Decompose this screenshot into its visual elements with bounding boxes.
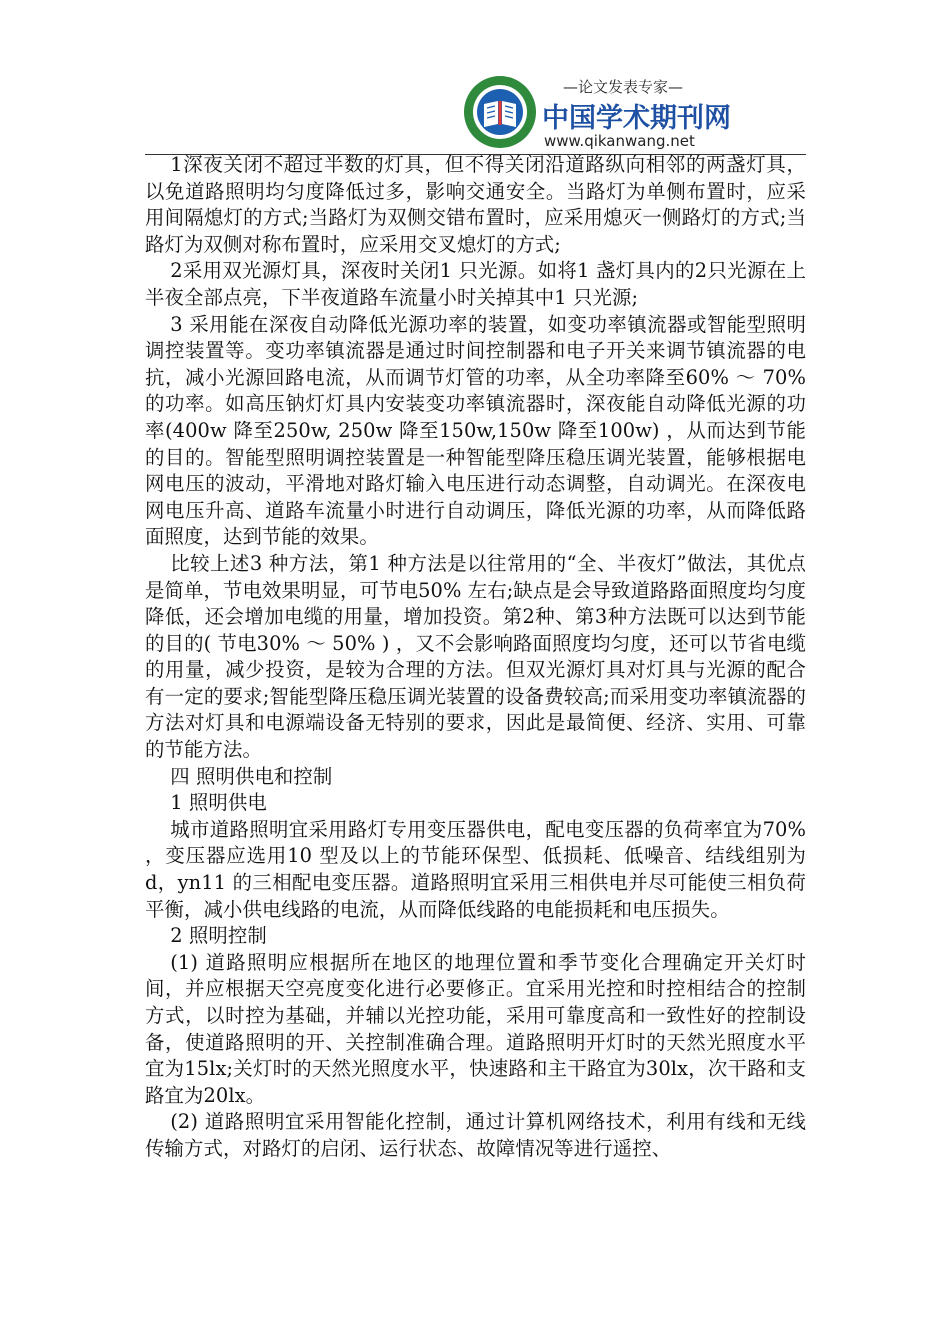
subheading-lighting-control: 2 照明控制 <box>170 924 267 948</box>
section-heading-power-control: 四 照明供电和控制 <box>170 764 333 788</box>
publisher-brand: 中国学术期刊网 <box>542 103 731 134</box>
book-seal-icon <box>462 74 538 150</box>
paragraph-comparison: 比较上述3 种方法，第1 种方法是以往常用的“全、半夜灯”做法，其优点是简单，节电效果明显，可节电50% 左右;缺点是会导致道路路面照度均匀度降低，还会增加电缆的用量，增加投资。第2种、第3种方法既可以达到节能的目的( 节电30% ～ 50% ) ，又不会影响路面照度均匀度，还可以节省电缆的用量，减少投资，是较为合理的方法。但双光源灯具对灯具与光源的配合有一定的要求;智能型降压稳压调光装置的设备费较高;而采用变功率镇流器的方法对灯具和电源端设备无特别的要求，因此是最简便、经济、实用、可靠的节能方法。 <box>145 551 806 762</box>
publisher-tagline: —论文发表专家— <box>562 78 683 96</box>
paragraph-method-3: 3 采用能在深夜自动降低光源功率的装置，如变功率镇流器或智能型照明调控装置等。变功率镇流器是通过时间控制器和电子开关来调节镇流器的电抗，减小光源回路电流，从而调节灯管的功率，从全功率降至60% ～ 70% 的功率。如高压钠灯灯具内安装变功率镇流器时，深夜能自动降低光源的功率(400w 降至250w, 250w 降至150w,150w 降至100w) ，从而达到节能的目的。智能型照明调控装置是一种智能型降压稳压调光装置，能够根据电网电压的波动，平滑地对路灯输入电压进行动态调整，自动调光。在深夜电网电压升高、道路车流量小时进行自动调压，降低光源的功率，从而降低路面照度，达到节能的效果。 <box>145 312 806 549</box>
subheading-power-supply: 1 照明供电 <box>170 791 267 815</box>
paragraph-method-2: 2采用双光源灯具，深夜时关闭1 只光源。如将1 盏灯具内的2只光源在上半夜全部点亮，下半夜道路车流量小时关掉其中1 只光源; <box>145 259 806 309</box>
paragraph-method-1: 1深夜关闭不超过半数的灯具，但不得关闭沿道路纵向相邻的两盏灯具，以免道路照明均匀度降低过多，影响交通安全。当路灯为单侧布置时，应采用间隔熄灯的方式;当路灯为双侧交错布置时，应采用熄灭一侧路灯的方式;当路灯为双侧对称布置时，应采用交叉熄灯的方式; <box>145 153 806 256</box>
publisher-url[interactable]: www.qikanwang.net <box>544 132 695 150</box>
publisher-logo <box>462 74 731 154</box>
paragraph-power-supply: 城市道路照明宜采用路灯专用变压器供电，配电变压器的负荷率宜为70% ，变压器应选用10 型及以上的节能环保型、低损耗、低噪音、结线组别为d，yn11 的三相配电变压器。道路照明宜采用三相供电并尽可能使三相负荷平衡，减小供电线路的电流，从而降低线路的电能损耗和电压损失。 <box>145 817 806 921</box>
paragraph-control-1: (1) 道路照明应根据所在地区的地理位置和季节变化合理确定开关灯时间，并应根据天空亮度变化进行必要修正。宜采用光控和时控相结合的控制方式，以时控为基础，并辅以光控功能，采用可靠度高和一致性好的控制设备，使道路照明的开、关控制准确合理。道路照明开灯时的天然光照度水平宜为15lx;关灯时的天然光照度水平，快速路和主干路宜为30lx，次干路和支路宜为20lx。 <box>145 950 806 1107</box>
paragraph-control-2: (2) 道路照明宜采用智能化控制，通过计算机网络技术，利用有线和无线传输方式，对路灯的启闭、运行状态、故障情况等进行遥控、 <box>145 1110 806 1160</box>
article-body <box>145 152 806 1163</box>
